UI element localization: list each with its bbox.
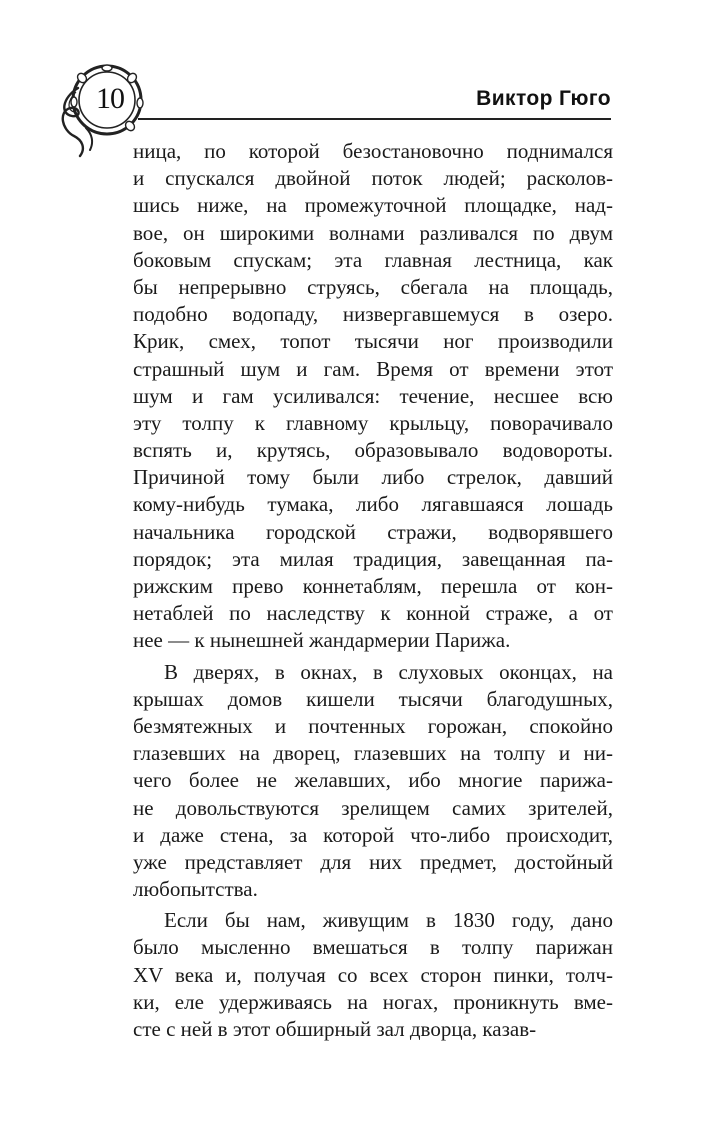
text-line: безмятежных и почтенных горожан, спокойно: [133, 713, 613, 738]
text-line: начальника городской стражи, водворявшего: [133, 519, 613, 544]
text-line: ница, по которой безостановочно поднимался: [133, 139, 613, 163]
text-line: бы непрерывно струясь, сбегала на площадь,: [133, 274, 613, 299]
body-text: [133, 138, 613, 1043]
text-line: крышах домов кишели тысячи благодушных,: [133, 686, 613, 711]
header-rule: [138, 118, 611, 120]
text-line: было мысленно вмешаться в толпу парижан: [133, 935, 613, 960]
paragraph: [133, 138, 613, 655]
running-title: Виктор Гюго: [476, 87, 611, 110]
text-line: боковым спускам; эта главная лестница, как: [133, 247, 613, 272]
paragraph: [133, 659, 613, 904]
page-number: 10: [96, 82, 124, 115]
text-line: вспять и, крутясь, образовывало водовороты.: [133, 438, 613, 463]
text-line: любопытства.: [133, 877, 258, 902]
text-line: сте с ней в этот обширный зал дворца, казав-: [133, 1017, 537, 1041]
text-line: Крик, смех, топот тысячи ног производили: [133, 329, 613, 354]
text-line: вое, он широкими волнами разливался по двум: [133, 220, 613, 245]
text-line: В дверях, в окнах, в слуховых оконцах, на: [164, 659, 613, 684]
text-line: нее — к нынешней жандармерии Парижа.: [133, 628, 511, 653]
text-line: и спускался двойной поток людей; расколов-: [133, 166, 613, 191]
text-line: шум и гам усиливался: течение, несшее всю: [133, 383, 613, 408]
text-line: кому-нибудь тумака, либо лягавшаяся лошадь: [133, 492, 613, 517]
text-line: подобно водопаду, низвергавшемуся в озеро.: [133, 302, 613, 327]
text-line: не довольствуются зрелищем самих зрителей,: [133, 795, 613, 820]
text-line: и даже стена, за которой что-либо происходит,: [133, 822, 613, 847]
text-line: ки, еле удерживаясь на ногах, проникнуть вме-: [133, 989, 613, 1014]
text-line: Причиной тому были либо стрелок, давший: [133, 465, 613, 490]
text-line: Если бы нам, живущим в 1830 году, дано: [164, 908, 613, 933]
text-line: эту толпу к главному крыльцу, поворачивало: [133, 410, 613, 435]
page-header: [0, 0, 709, 130]
text-line: порядок; эта милая традиция, завещанная па-: [133, 546, 613, 571]
text-line: XV века и, получая со всех сторон пинки, толч-: [133, 962, 613, 987]
text-line: рижским прево коннетаблям, перешла от кон-: [133, 574, 613, 598]
text-line: страшный шум и гам. Время от времени этот: [133, 356, 613, 381]
paragraph: [133, 907, 613, 1043]
text-line: уже представляет для них предмет, достойный: [133, 849, 613, 874]
text-line: чего более не желавших, ибо многие парижа-: [133, 768, 613, 793]
text-line: шись ниже, на промежуточной площадке, над-: [133, 193, 613, 218]
text-line: глазевших на дворец, глазевших на толпу и ни-: [133, 741, 613, 766]
text-line: нетаблей по наследству к конной страже, а от: [133, 601, 613, 626]
